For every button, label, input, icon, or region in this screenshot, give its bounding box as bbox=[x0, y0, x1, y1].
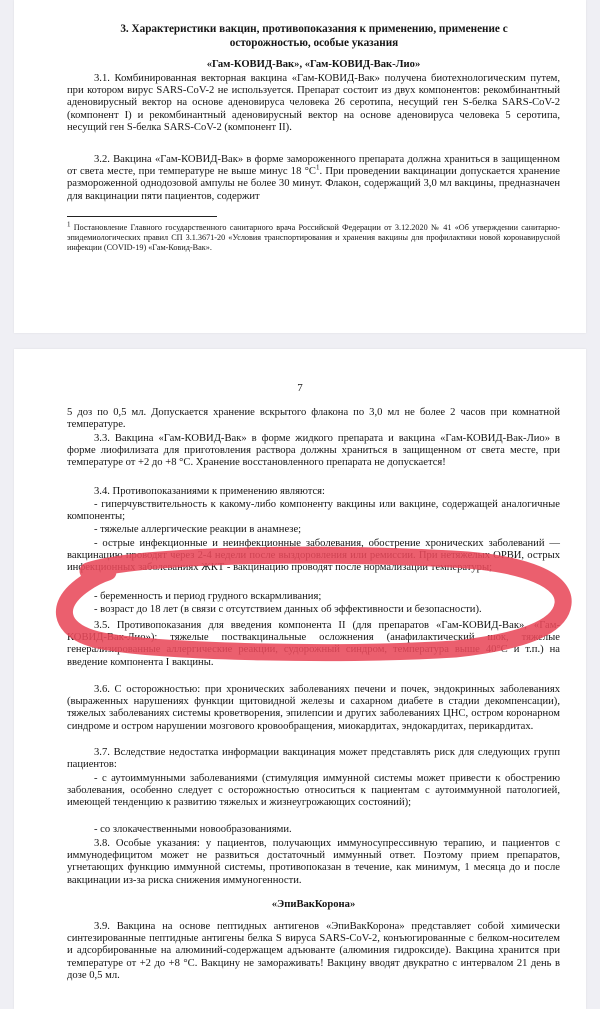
page-number: 7 bbox=[297, 382, 303, 394]
paragraph-3-6: 3.6. С осторожностью: при хронических заболеваниях печени и почек, эндокринных заболеваниях (выраженных нарушениях функции щитовидной железы и сахарном диабете в стадии декомпенсации), тяжелых заболеваниях системы кроветворения, эпилепсии и других заболеваниях ЦНС, остром коронарном синдроме и остром нарушении мозгового кровообращения, миокардитах, эндокардитах, перикардитах. bbox=[67, 684, 560, 732]
paragraph-3-8: 3.8. Особые указания: у пациентов, получающих иммуносупрессивную терапию, и пациентов с иммунодефицитом может не развиться достаточный иммунный ответ. Поэтому прием препаратов, угнетающих функцию иммунной системы, противопоказан в течение, как минимум, 1 месяца до и после вакцинации из-за риска снижения иммуногенности. bbox=[67, 838, 560, 886]
footnote-divider bbox=[67, 216, 217, 217]
contraindication-item: - возраст до 18 лет (в связи с отсутствием данных об эффективности и безопасности). bbox=[94, 604, 482, 615]
document-page-1 bbox=[14, 0, 586, 333]
paragraph-3-3: 3.3. Вакцина «Гам-КОВИД-Вак» в форме жидкого препарата и вакцина «Гам-КОВИД-Вак-Лио» в форме лиофилизата для приготовления раствора должны храниться в защищенном от света месте, при температуре от +2 до +8 °С. Хранение восстановленного препарата не допускается! bbox=[67, 433, 560, 469]
paragraph-3-7: 3.7. Вследствие недостатка информации вакцинация может представлять риск для следующих групп пациентов: bbox=[67, 747, 560, 771]
continued-text: 5 доз по 0,5 мл. Допускается хранение вскрытого флакона по 3,0 мл не более 2 часов при комнатной температуре. bbox=[67, 407, 560, 431]
vaccine-heading-gam-covid-vac: «Гам-КОВИД-Вак», «Гам-КОВИД-Вак-Лио» bbox=[206, 59, 421, 70]
footnote bbox=[67, 220, 560, 253]
footnote-number: 1 bbox=[67, 220, 71, 229]
document-page-2 bbox=[14, 349, 586, 1009]
paragraph-3-5: 3.5. Противопоказания для введения компонента II (для препаратов «Гам-КОВИД-Вак», «Гам-КОВИД-Вак-Лио»): тяжелые поствакцинальные осложнения (анафилактический шок, тяжелые генерализированные аллергические реакции, судорожный синдром, температура выше 40°С и т.п.) на введение компонента I вакцины. bbox=[67, 620, 560, 668]
contraindication-item: - острые инфекционные и неинфекционные заболевания, обострение хронических заболеваний — вакцинацию проводят через 2-4 недели после выздоровления или ремиссии. При нетяжелых ОРВИ, острых инфекционных заболеваниях ЖКТ - вакцинацию проводят после нормализации температуры; bbox=[67, 538, 560, 574]
risk-group-item: - со злокачественными новообразованиями. bbox=[94, 824, 292, 835]
paragraph-3-2 bbox=[67, 154, 560, 203]
paragraph-3-2-start: 3.2. Вакцина «Гам-КОВИД-Вак» в форме замороженного препарата должна храниться в защищенном от света месте, при температуре не выше минус 18 °С bbox=[67, 154, 560, 178]
footnote-reference[interactable]: 1 bbox=[315, 163, 320, 172]
paragraph-3-9: 3.9. Вакцина на основе пептидных антигенов «ЭпиВакКорона» представляет собой химически синтезированные пептидные антигены белка S вируса SARS-CoV-2, конъюгированные с белком-носителем и адсорбированные на алюминий-содержащем адъюванте (алюминия гидроксиде). Вакцина хранится при температуре от +2 до +8 °С. Вакцину не замораживать! Вакцину вводят двукратно с интервалом 21 день в дозе 0,5 мл. bbox=[67, 921, 560, 981]
contraindication-item: - беременность и период грудного вскармливания; bbox=[94, 591, 322, 602]
vaccine-heading-epivaccorona: «ЭпиВакКорона» bbox=[271, 899, 356, 910]
paragraph-3-1: 3.1. Комбинированная векторная вакцина «Гам-КОВИД-Вак» получена биотехнологическим путем, при котором вирус SARS-CoV-2 не используется. Препарат состоит из двух компонентов: рекомбинантный аденовирусный вектор на основе аденовируса человека 26 серотипа, несущий ген S-белка SARS-CoV-2 (компонент I) и рекомбинантный аденовирусный вектор на основе аденовируса человека 5 серотипа, несущий ген S-белка SARS-CoV-2 (компонент II). bbox=[67, 73, 560, 133]
section-title: 3. Характеристики вакцин, противопоказания к применению, применение с осторожностью, особые указания bbox=[120, 23, 508, 49]
contraindication-item: - тяжелые аллергические реакции в анамнезе; bbox=[94, 524, 302, 535]
footnote-text: Постановление Главного государственного санитарного врача Российской Федерации от 3.12.2020 № 41 «Об утверждении санитарно-эпидемиологических правил СП 3.1.3671-20 «Условия транспортирования и хранения вакцины для профилактики новой коронавирусной инфекции (COVID-19) «Гам-Ковид-Вак». bbox=[67, 223, 560, 252]
paragraph-3-4: 3.4. Противопоказаниями к применению являются: bbox=[94, 486, 325, 497]
risk-group-item: - с аутоиммунными заболеваниями (стимуляция иммунной системы может привести к обострению заболевания, особенно следует с осторожностью относиться к пациентам с аутоиммунной патологией, имеющей тенденцию к развитию тяжелых и жизнеугрожающих состояний); bbox=[67, 773, 560, 809]
paragraph-3-2-end: . При проведении вакцинации допускается хранение размороженной однодозовой ампулы не более 30 минут. Флакон, содержащий 3,0 мл вакцины, предназначен для вакцинации пяти пациентов, содержит bbox=[67, 166, 560, 202]
contraindication-item: - гиперчувствительность к какому-либо компоненту вакцины или вакцине, содержащей аналогичные компоненты; bbox=[67, 499, 560, 523]
